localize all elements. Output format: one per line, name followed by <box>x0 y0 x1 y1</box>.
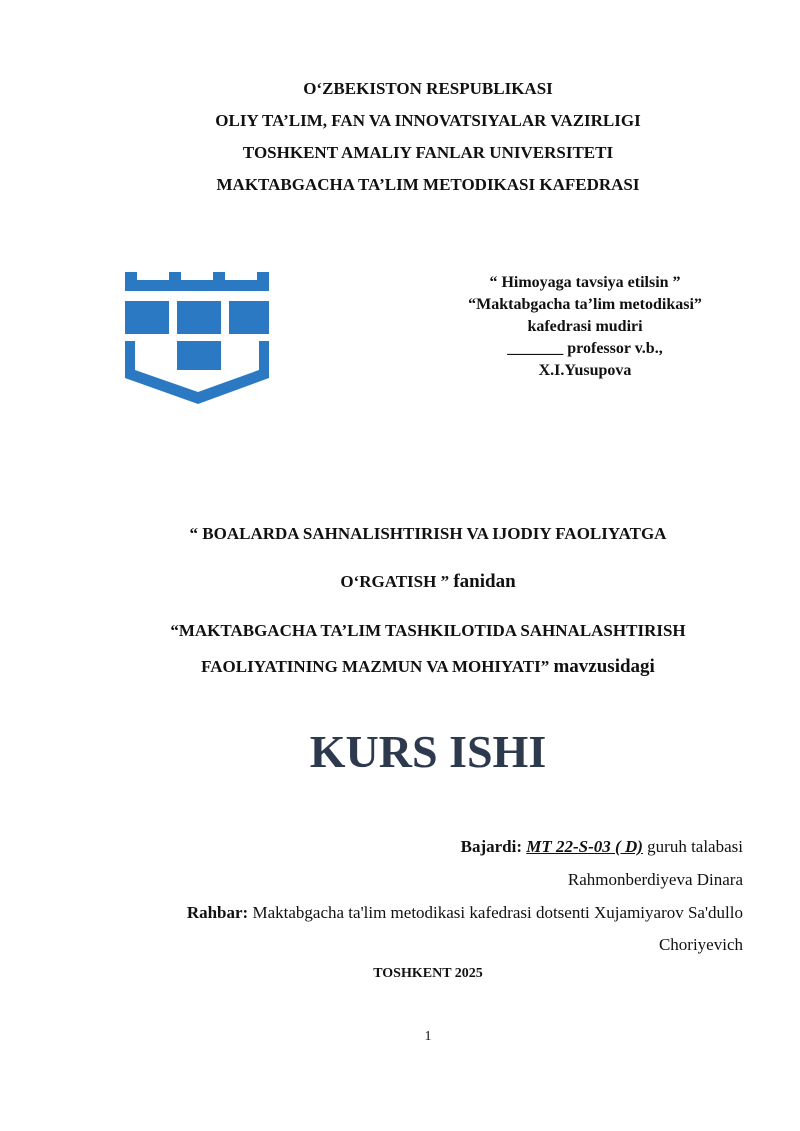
department-name: MAKTABGACHA TA’LIM METODIKASI KAFEDRASI <box>216 175 640 194</box>
approval-block <box>440 272 730 382</box>
page-number: 1 <box>424 1029 432 1044</box>
course-name-end: O‘RGATISH ” <box>340 572 450 591</box>
supervisor-name-cont: Choriyevich <box>658 935 743 954</box>
topic-suffix: mavzusidagi <box>553 656 655 677</box>
course-name-line2 <box>0 570 800 594</box>
approval-department: “Maktabgacha ta’lim metodikasi” <box>468 296 702 313</box>
university-name: TOSHKENT AMALIY FANLAR UNIVERSITETI <box>242 143 614 162</box>
city-year: TOSHKENT 2025 <box>373 966 483 981</box>
performed-label: Bajardi: <box>460 837 523 856</box>
group-suffix: guruh talabasi <box>647 837 743 856</box>
ministry-header-line2: OLIY TA’LIM, FAN VA INNOVATSIYALAR VAZIRLIGI <box>215 111 641 130</box>
course-name-line1: “ BOALARDA SAHNALISHTIRISH VA IJODIY FAOLIYATGA <box>189 524 667 543</box>
group-code: MT 22-S-03 ( D) <box>526 837 643 856</box>
approval-head-title: kafedrasi mudiri <box>527 318 643 335</box>
signature-blank: _______ <box>507 340 564 357</box>
supervisor-name: Maktabgacha ta'lim metodikasi kafedrasi dotsenti Xujamiyarov Sa'dullo <box>252 903 743 922</box>
approval-position: professor v.b., <box>567 340 663 357</box>
ministry-header-line1: O‘ZBEKISTON RESPUBLIKASI <box>303 79 553 98</box>
approval-signature-line <box>440 338 730 360</box>
supervisor-line <box>187 902 743 924</box>
supervisor-label: Rahbar: <box>186 903 249 922</box>
topic-line1: “MAKTABGACHA TA’LIM TASHKILOTIDA SAHNALASHTIRISH <box>170 621 686 640</box>
university-castle-logo-icon <box>122 268 274 408</box>
topic-end: FAOLIYATINING MAZMUN VA MOHIYATI” <box>201 657 550 676</box>
approval-recommendation: “ Himoyaga tavsiya etilsin ” <box>489 274 681 291</box>
performed-by-line <box>461 836 743 858</box>
topic-line2 <box>0 655 800 679</box>
approval-name: X.I.Yusupova <box>538 362 632 379</box>
document-title: KURS ISHI <box>309 726 547 777</box>
course-suffix: fanidan <box>453 571 516 592</box>
student-name: Rahmonberdiyeva Dinara <box>567 870 743 889</box>
